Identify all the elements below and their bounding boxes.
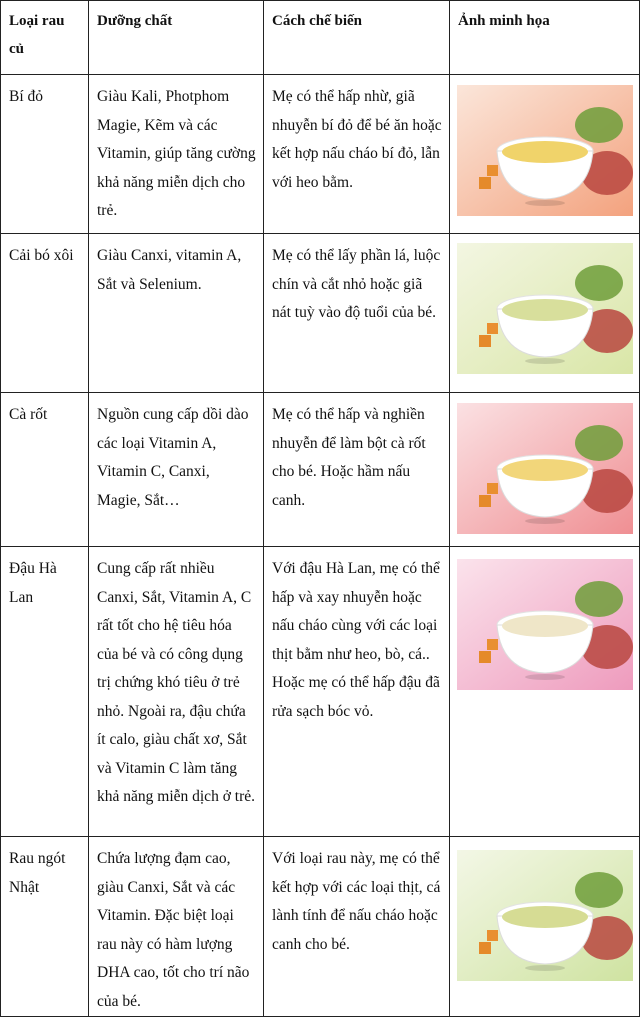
illustration-svg	[457, 403, 633, 534]
header-nutrients: Dưỡng chất	[89, 1, 264, 75]
preparation-cell: Mẹ có thể hấp nhừ, giã nhuyễn bí đỏ để bé ăn hoặc kết hợp nấu cháo bí đỏ, lẫn với heo bằm.	[264, 75, 450, 234]
table-header-row	[1, 1, 640, 75]
greens-porridge-image	[457, 850, 633, 981]
spinach-porridge-image	[457, 243, 633, 374]
pumpkin-porridge-image	[457, 85, 633, 216]
preparation-cell: Mẹ có thể lấy phần lá, luộc chín và cắt nhỏ hoặc giã nát tuỳ vào độ tuổi của bé.	[264, 234, 450, 393]
vegetable-name: Cà rốt	[1, 393, 89, 547]
vegetable-name: Rau ngót Nhật	[1, 837, 89, 1017]
table-row	[1, 393, 640, 547]
illustration-cell	[450, 234, 640, 393]
nutrients-cell: Giàu Canxi, vitamin A, Sắt và Selenium.	[89, 234, 264, 393]
nutrients-cell: Chứa lượng đạm cao, giàu Canxi, Sắt và các Vitamin. Đặc biệt loại rau này có hàm lượng DHA cao, tốt cho trí não của bé.	[89, 837, 264, 1017]
illustration-svg	[457, 559, 633, 690]
table-row	[1, 234, 640, 393]
preparation-cell: Với loại rau này, mẹ có thể kết hợp với các loại thịt, cá lành tính để nấu cháo hoặc canh cho bé.	[264, 837, 450, 1017]
illustration-svg	[457, 85, 633, 216]
table-row	[1, 75, 640, 234]
header-preparation: Cách chế biến	[264, 1, 450, 75]
header-illustration: Ảnh minh họa	[450, 1, 640, 75]
illustration-cell	[450, 547, 640, 837]
nutrients-cell: Giàu Kali, Photphom Magie, Kẽm và các Vitamin, giúp tăng cường khả năng miễn dịch cho trẻ.	[89, 75, 264, 234]
vegetable-name: Bí đỏ	[1, 75, 89, 234]
carrot-porridge-image	[457, 403, 633, 534]
nutrients-cell: Cung cấp rất nhiều Canxi, Sắt, Vitamin A, C rất tốt cho hệ tiêu hóa của bé và có công dụng trị chứng khó tiêu ở trẻ nhỏ. Ngoài ra, đậu chứa ít calo, giàu chất xơ, Sắt và Vitamin C làm tăng khả năng miễn dịch ở trẻ.	[89, 547, 264, 837]
illustration-svg	[457, 850, 633, 981]
illustration-cell	[450, 837, 640, 1017]
peas-porridge-image	[457, 559, 633, 690]
preparation-cell: Mẹ có thể hấp và nghiền nhuyễn để làm bột cà rốt cho bé. Hoặc hầm nấu canh.	[264, 393, 450, 547]
preparation-cell: Với đậu Hà Lan, mẹ có thể hấp và xay nhuyễn hoặc nấu cháo cùng với các loại thịt bằm như heo, bò, cá.. Hoặc mẹ có thể hấp đậu đã rửa sạch bóc vỏ.	[264, 547, 450, 837]
vegetable-name: Cải bó xôi	[1, 234, 89, 393]
illustration-cell	[450, 75, 640, 234]
illustration-cell	[450, 393, 640, 547]
header-vegetable: Loại rau củ	[1, 1, 89, 75]
illustration-svg	[457, 243, 633, 374]
nutrients-cell: Nguồn cung cấp dồi dào các loại Vitamin A, Vitamin C, Canxi, Magie, Sắt…	[89, 393, 264, 547]
vegetable-name: Đậu Hà Lan	[1, 547, 89, 837]
table-row	[1, 547, 640, 837]
table-row	[1, 837, 640, 1017]
